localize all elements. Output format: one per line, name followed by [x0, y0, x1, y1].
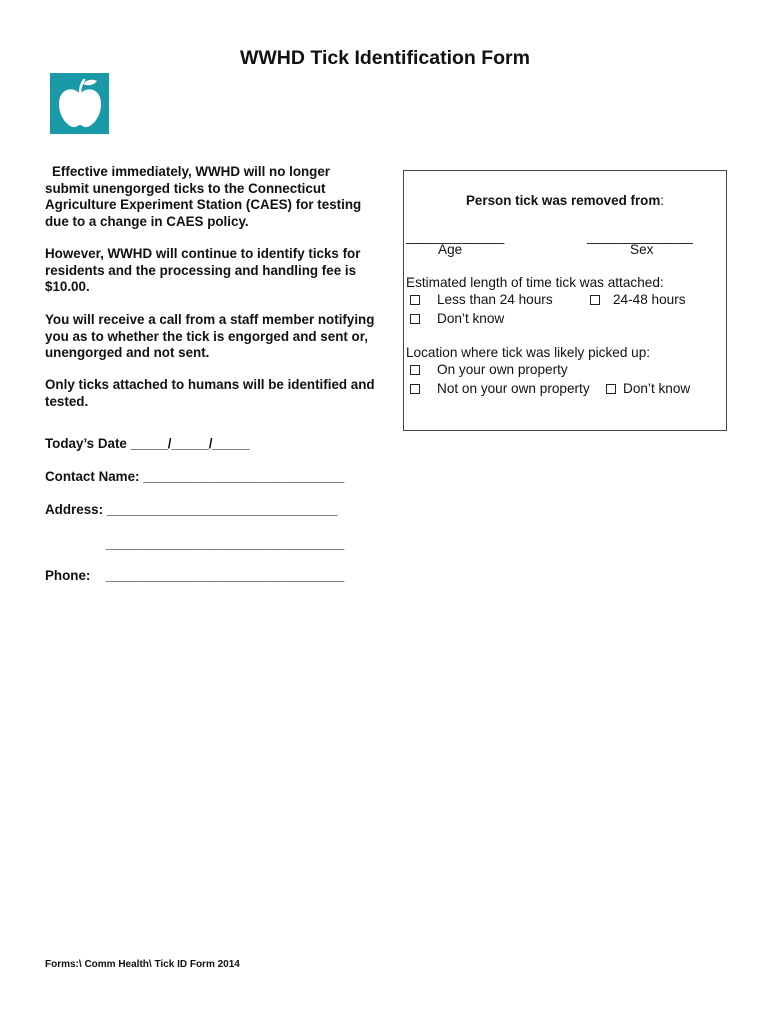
notice-paragraph-1: Effective immediately, WWHD will no longer submit unengorged ticks to the Connecticut Agriculture Experiment Station (CAES) for testing due to a change in CAES policy. — [45, 164, 362, 229]
page-title: WWHD Tick Identification Form — [240, 47, 530, 69]
sex-label: Sex — [630, 242, 654, 257]
checkbox-location-dont-know[interactable] — [606, 384, 616, 394]
duration-question: Estimated length of time tick was attached: — [406, 275, 664, 290]
tick-info-box — [403, 170, 727, 431]
box-heading: Person tick was removed from: — [466, 193, 664, 208]
footer-path: Forms:\ Comm Health\ Tick ID Form 2014 — [45, 959, 240, 970]
option-less-than-24: Less than 24 hours — [437, 292, 553, 307]
location-question: Location where tick was likely picked up: — [406, 345, 651, 360]
phone-label: Phone: — [45, 568, 91, 583]
address-line-2-field[interactable]: ________________________________ — [106, 536, 345, 551]
apple-logo — [50, 73, 109, 134]
notice-paragraph-3: You will receive a call from a staff member notifying you as to whether the tick is engorged and sent or, unengorged and not sent. — [45, 312, 375, 360]
notice-paragraph-4: Only ticks attached to humans will be identified and tested. — [45, 377, 375, 409]
option-own-property: On your own property — [437, 362, 568, 377]
option-not-own-property: Not on your own property — [437, 381, 590, 396]
checkbox-own-property[interactable] — [410, 365, 420, 375]
age-field[interactable]: _____________ — [406, 229, 505, 244]
contact-name-field[interactable]: Contact Name: ___________________________ — [45, 469, 345, 484]
sex-field[interactable]: ______________ — [587, 229, 693, 244]
phone-field[interactable]: ________________________________ — [106, 568, 345, 583]
checkbox-duration-dont-know[interactable] — [410, 314, 420, 324]
checkbox-24-48[interactable] — [590, 295, 600, 305]
notice-paragraph-2: However, WWHD will continue to identify ticks for residents and the processing and handling fee is $10.00. — [45, 246, 361, 294]
apple-icon — [50, 73, 109, 134]
address-field[interactable]: Address: _______________________________ — [45, 502, 338, 517]
option-duration-dont-know: Don’t know — [437, 311, 505, 326]
age-label: Age — [438, 242, 463, 257]
date-field[interactable]: Today’s Date _____/_____/_____ — [45, 436, 250, 451]
checkbox-less-than-24[interactable] — [410, 295, 420, 305]
checkbox-not-own-property[interactable] — [410, 384, 420, 394]
option-location-dont-know: Don’t know — [623, 381, 691, 396]
option-24-48: 24-48 hours — [613, 292, 686, 307]
